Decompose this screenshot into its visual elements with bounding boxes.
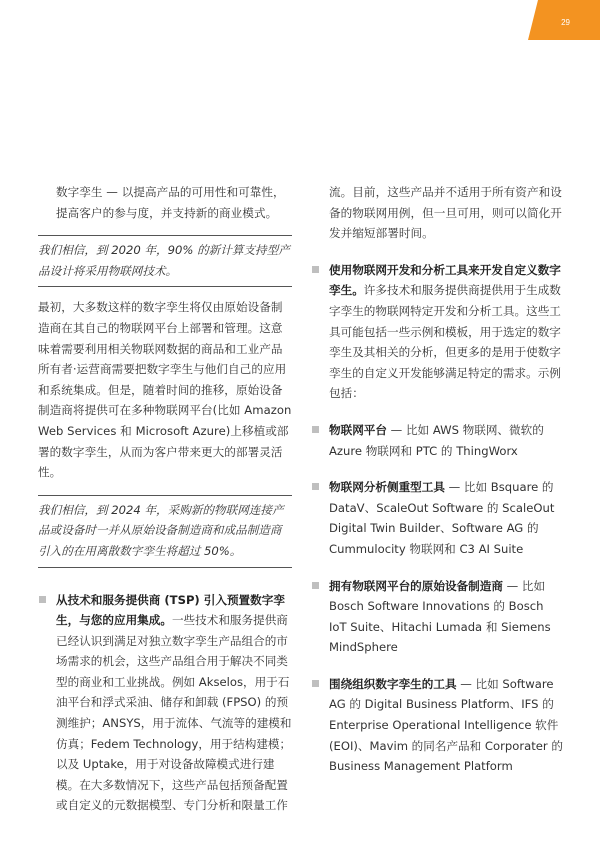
bullet-dev-tools [311,260,563,404]
pull-quote-2020: 我们相信，到 2020 年，90% 的新计算支持型产品设计将采用物联网技术。 [38,235,292,287]
bullet-text: 一些技术和服务提供商已经认识到满足对独立数字孪生产品组合的市场需求的机会，这些产品组合用于解决不同类型的商业和工业挑战。例如 Akselos，用于石油平台和浮式采油、储存和卸载 (FPSO) 的预测维护；ANSYS，用于流体、气流等的建模和仿真；Fedem Technology，用于结构建模；以及 Uptake，用于对设备故障模式进行建模。在大多数情况下，这些产品包括预备配置或自定义的元数据模型、专门分析和限量工作 [56,613,292,813]
bullet-title: 围绕组织数字孪生的工具 [329,676,457,691]
bullet-title: 物联网平台 [329,422,387,437]
bullet-square-icon [312,582,319,589]
bullet-text: — 比如 Software AG 的 Digital Business Platform、IFS 的 Enterprise Operational Intelligence 软件 (EOI)、Mavim 的同名产品和 Corporater 的 Business Management Platform [329,676,563,774]
bullet-title: 拥有物联网平台的原始设备制造商 [329,578,503,593]
right-column [311,182,563,777]
continuation-text: 流。目前，这些产品并不适用于所有资产和设备的物联网用例，但一旦可用，则可以简化开发并缩短部署时间。 [329,185,562,241]
bullet-item [311,420,563,461]
pull-quote-2024: 我们相信，到 2024 年，采购新的物联网连接产品或设备时一并从原始设备制造商和成品制造商引入的在用离散数字孪生将超过 50%。 [38,495,292,568]
intro-text: 数字孪生 — 以提高产品的可用性和可靠性，提高客户的参与度，并支持新的商业模式。 [56,185,285,220]
bullet-title: 从技术和服务提供商 (TSP) 引入预置数字孪生，与您的应用集成。 [56,592,285,628]
page-number: 29 [561,18,570,27]
body-paragraph: 最初，大多数这样的数字孪生将仅由原始设备制造商在其自己的物联网平台上部署和管理。这意味着需要利用相关物联网数据的商品和工业产品所有者·运营商需要把数字孪生与他们自己的应用和系统集成。但是，随着时间的推移，原始设备制造商将提供可在多种物联网平台(比如 Amazon Web Services 和 Microsoft Azure)上移植或部署的数字孪生，从而为客户带来更大的部署灵活性。 [38,300,292,480]
left-column [38,182,292,816]
bullet-title: 使用物联网开发和分析工具来开发自定义数字孪生。 [329,262,561,298]
bullet-square-icon [312,426,319,433]
bullet-item [311,674,563,777]
bullet-square-icon [312,680,319,687]
bullet-square-icon [312,483,319,490]
bullet-square-icon [312,266,319,273]
bullet-item [311,576,563,658]
bullet-square-icon [39,596,46,603]
bullet-text: — 比如 Bosch Software Innovations 的 Bosch IoT Suite、Hitachi Lumada 和 Siemens MindSphere [329,578,551,655]
bullet-title: 物联网分析侧重型工具 [329,480,445,495]
bullet-item [311,477,563,559]
bullet-text: — 比如 Bsquare 的 DataV、ScaleOut Software 的 ScaleOut Digital Twin Builder、Software AG 的 Cummulocity 物联网和 C3 AI Suite [329,480,555,556]
bullet-tsp [38,590,292,817]
bullet-text: 许多技术和服务提供商提供用于生成数字孪生的物联网特定开发和分析工具。这些工具可能包括一些示例和模板，用于选定的数字孪生及其相关的分析，但更多的是用于使数字孪生的自定义开发能够满足特定的需求。示例包括： [329,283,561,401]
bullet-text: — 比如 AWS 物联网、微软的 Azure 物联网和 PTC 的 ThingWorx [329,422,544,458]
